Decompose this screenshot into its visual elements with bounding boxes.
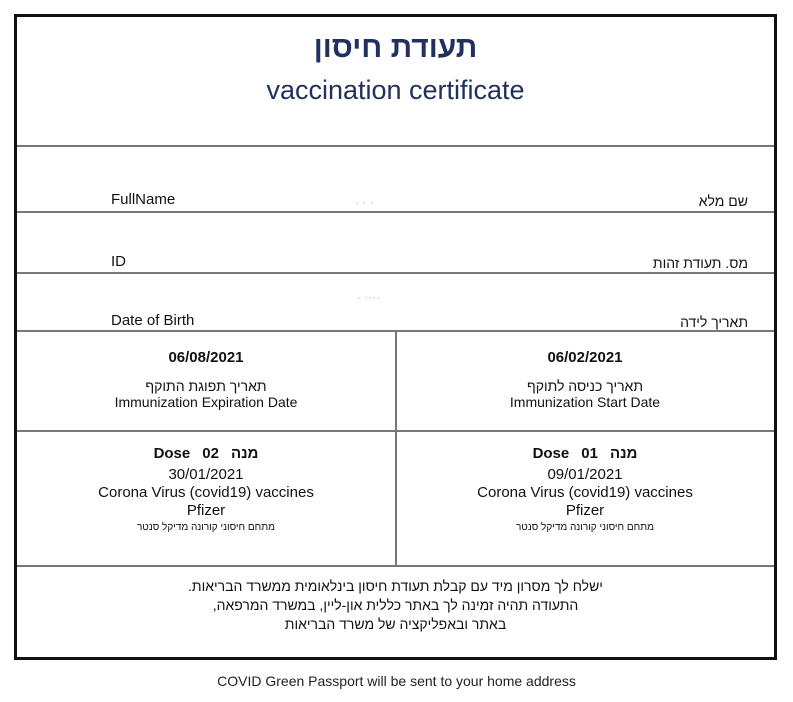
start-cell (396, 349, 774, 410)
dose-1-date: 09/01/2021 (547, 466, 623, 483)
dose-2-manufacturer: Pfizer (186, 502, 226, 519)
id-label-en: ID (111, 253, 126, 270)
notice-text (17, 577, 774, 634)
dose-2-date: 30/01/2021 (168, 466, 244, 483)
dose-2-label-he: מנה (230, 445, 259, 462)
notice-line-1: ישלח לך מסרון מיד עם קבלת תעודת חיסון בינלאומית ממשרד הבריאות. (188, 578, 603, 594)
fullname-label-en: FullName (111, 191, 176, 208)
dose-2-center: מתחם חיסוני קורונה מדיקל סנטר (136, 522, 276, 533)
notice-line-3: באתר ובאפליקציה של משרד הבריאות (284, 616, 507, 632)
dose-2-heading (17, 445, 395, 462)
dob-value: · ···· (357, 290, 381, 304)
start-label-en: Immunization Start Date (509, 394, 661, 410)
certificate-header (17, 17, 774, 147)
column-divider (395, 332, 397, 566)
expiration-label-he: תאריך תפוגת התוקף (145, 378, 267, 394)
dose-1-label-he: מנה (609, 445, 638, 462)
start-label-he: תאריך כניסה לתוקף (526, 378, 644, 394)
divider (17, 272, 774, 274)
dose-1-manufacturer: Pfizer (565, 502, 605, 519)
id-label-he: מס. תעודת זהות (652, 255, 748, 271)
dose-1-number: 01 (581, 445, 598, 462)
vaccination-certificate (14, 14, 777, 660)
expiration-date: 06/08/2021 (168, 349, 244, 366)
footer-note: COVID Green Passport will be sent to your home address (217, 673, 576, 689)
expiration-label-en: Immunization Expiration Date (114, 394, 298, 410)
dose-2-vaccine: Corona Virus (covid19) vaccines (98, 484, 314, 501)
dob-label-en: Date of Birth (111, 312, 195, 329)
dose-1-center: מתחם חיסוני קורונה מדיקל סנטר (515, 522, 655, 533)
divider (17, 145, 774, 147)
dose-1-label-en: Dose (532, 445, 570, 462)
title-hebrew: תעודת חיסון (313, 31, 478, 64)
dose-1-vaccine: Corona Virus (covid19) vaccines (477, 484, 693, 501)
start-date: 06/02/2021 (547, 349, 623, 366)
dob-label-he: תאריך לידה (680, 314, 748, 330)
dose-1-heading (396, 445, 774, 462)
divider (17, 211, 774, 213)
dose-2-number: 02 (202, 445, 219, 462)
notice-line-2: התעודה תהיה זמינה לך באתר כללית און-ליין, במשרד המרפאה, (212, 597, 579, 613)
fullname-label-he: שם מלא (698, 193, 748, 209)
divider (17, 565, 774, 567)
dose-2-cell (17, 445, 395, 533)
fullname-value: · · · (355, 195, 374, 209)
dose-2-label-en: Dose (153, 445, 191, 462)
dose-1-cell (396, 445, 774, 533)
expiration-cell (17, 349, 395, 410)
title-english: vaccination certificate (266, 75, 525, 105)
